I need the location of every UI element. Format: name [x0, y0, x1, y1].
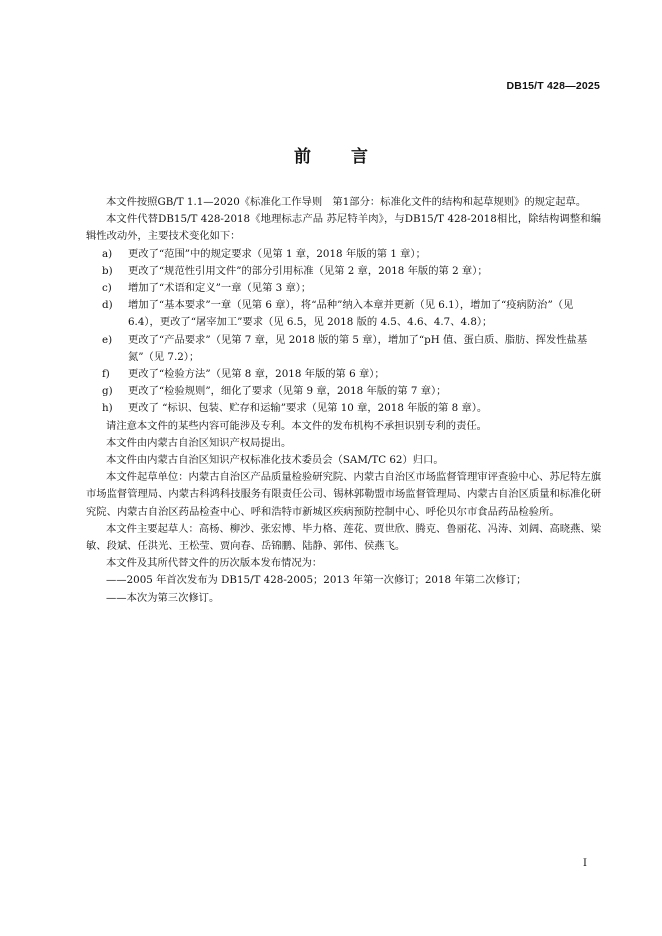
list-item-text: 更改了“产品要求”（见第 7 章，见 2018 版的第 5 章），增加了“pH 值、蛋白质、脂肪、挥发性盐基氮”（见 7.2）； [128, 333, 588, 363]
list-item [86, 263, 601, 280]
list-item [86, 332, 601, 366]
list-marker: b) [102, 264, 113, 277]
list-marker: e) [102, 333, 113, 346]
list-item-text: 更改了“检验方法”（见第 8 章，2018 年版的第 6 章）； [128, 368, 385, 381]
list-item [86, 383, 601, 400]
title-char-2: 言 [351, 147, 368, 167]
paragraph-technical-committee: 本文件由内蒙古自治区知识产权标准化技术委员会（SAM/TC 62）归口。 [106, 454, 444, 467]
page-title [0, 142, 662, 167]
paragraph-version-history: 本文件及其所代替文件的历次版本发布情况为： [106, 557, 323, 570]
list-marker: f) [102, 368, 110, 381]
page-number: I [583, 858, 587, 869]
paragraph-drafters: 本文件主要起草人：高杨、柳沙、张宏博、毕力格、莲花、贾世欣、腾克、鲁丽花、冯涛、刘阔、高晓燕、梁敏、段斌、任洪光、王松莹、贾向春、岳锦鹏、陆静、郭伟、侯燕飞。 [86, 522, 601, 553]
list-item [86, 297, 601, 331]
foreword-body [86, 194, 601, 607]
list-item-text: 增加了“术语和定义”一章（见第 3 章）； [128, 282, 312, 295]
list-item-text: 更改了“规范性引用文件”的部分引用标准（见第 2 章，2018 年版的第 2 章）； [128, 264, 488, 277]
paragraph-drafting-units: 本文件起草单位：内蒙古自治区产品质量检验研究院、内蒙古自治区市场监督管理审评查验中心、苏尼特左旗市场监督管理局、内蒙古科鸿科技服务有限责任公司、锡林郭勒盟市场监督管理局、内蒙古自治区质量和标准化研究院、内蒙古自治区药品检查中心、呼和浩特市新城区疾病预防控制中心、呼伦贝尔市食品药品检验所。 [86, 471, 601, 518]
list-marker: c) [102, 282, 112, 295]
list-item-text: 更改了“范围”中的规定要求（见第 1 章，2018 年版的第 1 章）； [128, 247, 426, 260]
changes-list [86, 246, 601, 418]
list-item-text: 更改了“检验规则”，细化了要求（见第 9 章，2018 年版的第 7 章）； [128, 385, 447, 398]
list-marker: d) [102, 299, 113, 312]
list-item [86, 246, 601, 263]
list-marker: a) [102, 247, 113, 260]
paragraph-replacement: 本文件代替DB15/T 428-2018《地理标志产品 苏尼特羊肉》，与DB15/T 428-2018相比，除结构调整和编辑性改动外，主要技术变化如下： [86, 213, 601, 243]
title-char-1: 前 [294, 147, 311, 167]
paragraph-proposer: 本文件由内蒙古自治区知识产权局提出。 [106, 436, 292, 449]
history-item-current: ——本次为第三次修订。 [106, 591, 220, 604]
list-item-text: 更改了 “标识、包装、贮存和运输”要求（见第 10 章，2018 年版的第 8 章）。 [128, 402, 488, 415]
list-item-text: 增加了“基本要求”一章（见第 6 章），将“品种”纳入本章并更新（见 6.1），增加了“疫病防治”（见 6.4），更改了“屠宰加工”要求（见 6.5，见 2018 版的 4.5、4.6、4.7、4.8）； [128, 299, 574, 329]
paragraph-patent-notice: 请注意本文件的某些内容可能涉及专利。本文件的发布机构不承担识别专利的责任。 [106, 419, 487, 432]
list-marker: h) [102, 402, 113, 415]
list-item [86, 280, 601, 297]
standard-code: DB15/T 428—2025 [506, 80, 600, 92]
paragraph-drafting-rules: 本文件按照GB/T 1.1—2020《标准化工作导则 第1部分：标准化文件的结构和起草规则》的规定起草。 [106, 196, 587, 208]
list-item [86, 400, 601, 417]
list-marker: g) [102, 385, 113, 398]
list-item [86, 366, 601, 383]
history-item-previous: ——2005 年首次发布为 DB15/T 428-2005；2013 年第一次修订；2018 年第二次修订； [106, 574, 527, 587]
